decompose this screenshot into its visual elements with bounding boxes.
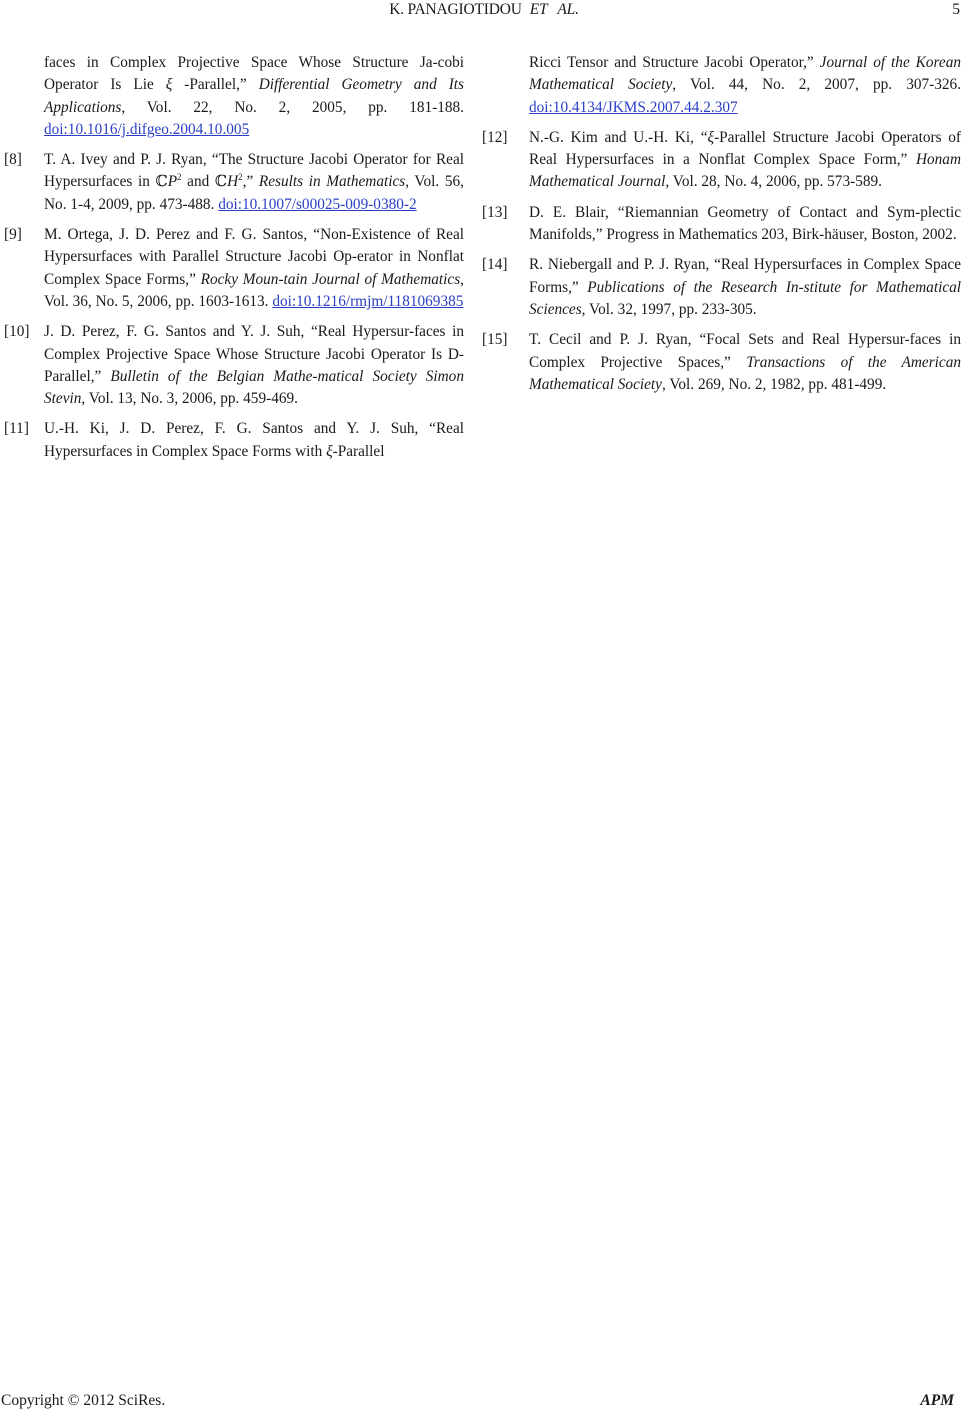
reference-9: [9] M. Ortega, J. D. Perez and F. G. Santos, “Non-Existence of Real Hypersurfaces with Parallel Structure Jacobi Op-erator in Nonflat Complex Space Forms,” Rocky Moun-tain Journal of Mathematics, Vol. 36, No. 5, 2006, pp. 1603-1613. doi:10.1216/rmjm/1181069385 bbox=[4, 226, 464, 310]
running-head bbox=[0, 0, 968, 24]
doi-link[interactable]: doi:10.1216/rmjm/1181069385 bbox=[272, 292, 464, 310]
reference-11: [11] U.-H. Ki, J. D. Perez, F. G. Santos and Y. J. Suh, “Real Hypersurfaces in Complex Space Forms with ξ-Parallel bbox=[4, 420, 464, 460]
reference-number: [10] bbox=[4, 323, 30, 341]
doi-link[interactable]: doi:10.4134/JKMS.2007.44.2.307 bbox=[529, 98, 738, 116]
doi-link[interactable]: doi:10.1016/j.difgeo.2004.10.005 bbox=[44, 120, 250, 138]
reference-number: [11] bbox=[4, 420, 29, 438]
page-number: 5 bbox=[952, 1, 960, 18]
reference-number: [15] bbox=[482, 331, 508, 349]
doi-link[interactable]: doi:10.1007/s00025-009-0380-2 bbox=[218, 195, 417, 213]
journal-abbreviation: APM bbox=[920, 1392, 954, 1409]
copyright-notice: Copyright © 2012 SciRes. bbox=[1, 1392, 166, 1409]
reference-number: [8] bbox=[4, 151, 22, 169]
reference-7-continuation: faces in Complex Projective Space Whose Structure Ja-cobi Operator Is Lie ξ -Parallel,” Differential Geometry and Its Applications, Vol. 22, No. 2, 2005, pp. 181-188. doi:10.1016/j.difgeo.2004.10.005 bbox=[44, 54, 464, 138]
right-column bbox=[482, 52, 962, 404]
reference-12: [12] N.-G. Kim and U.-H. Ki, “ξ-Parallel Structure Jacobi Operators of Real Hypersurfaces in a Nonflat Complex Space Form,” Honam Mathematical Journal, Vol. 28, No. 4, 2006, pp. 573-589. bbox=[482, 128, 961, 191]
reference-10: [10] J. D. Perez, F. G. Santos and Y. J. Suh, “Real Hypersur-faces in Complex Projective Space Whose Structure Jacobi Operator Is D-Parallel,” Bulletin of the Belgian Mathe-matical Society Simon Stevin, Vol. 13, No. 3, 2006, pp. 459-469. bbox=[4, 323, 464, 408]
reference-13: [13] D. E. Blair, “Riemannian Geometry of Contact and Sym-plectic Manifolds,” Progress in Mathematics 203, Birk-häuser, Boston, 2002. bbox=[482, 203, 961, 244]
reference-8: [8] T. A. Ivey and P. J. Ryan, “The Structure Jacobi Operator for Real Hypersurfaces in ℂP$^2$ and ℂH$^2$,” Results in Mathematics, Vol. 56, No. 1-4, 2009, pp. 473-488. doi:10.1007/s00025-009-0380-2 bbox=[4, 151, 464, 213]
reference-number: [12] bbox=[482, 128, 508, 146]
running-head-authors: K. PANAGIOTIDOU ET AL. bbox=[389, 1, 579, 18]
reference-11-continuation: Ricci Tensor and Structure Jacobi Operator,” Journal of the Korean Mathematical Society, Vol. 44, No. 2, 2007, pp. 307-326. doi:10.4134/JKMS.2007.44.2.307 bbox=[529, 54, 962, 116]
reference-15: [15] T. Cecil and P. J. Ryan, “Focal Sets and Real Hypersur-faces in Complex Projective Spaces,” Transactions of the American Mathematical Society, Vol. 269, No. 2, 1982, pp. 481-499. bbox=[482, 331, 962, 393]
reference-number: [9] bbox=[4, 226, 22, 244]
reference-14: [14] R. Niebergall and P. J. Ryan, “Real Hypersurfaces in Complex Space Forms,” Publications of the Research In-stitute for Mathematical Sciences, Vol. 32, 1997, pp. 233-305. bbox=[482, 256, 962, 318]
reference-number: [14] bbox=[482, 256, 508, 274]
left-column bbox=[4, 52, 464, 471]
reference-number: [13] bbox=[482, 203, 508, 221]
